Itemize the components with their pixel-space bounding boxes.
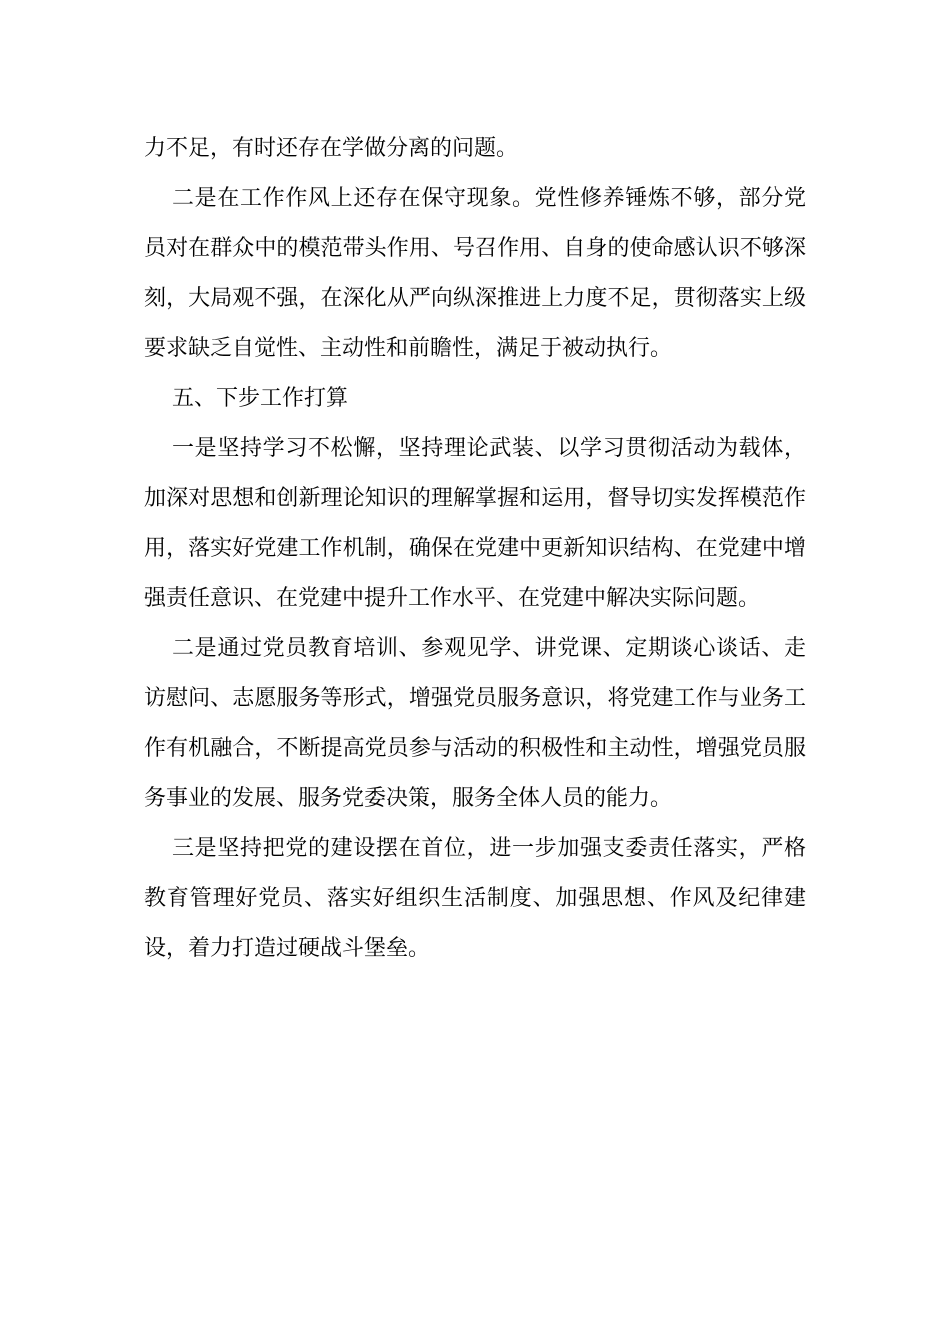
section-heading: 五、下步工作打算 bbox=[172, 386, 349, 411]
paragraph-1: 力不足，有时还存在学做分离的问题。 bbox=[144, 136, 519, 161]
paragraph-4: 一是坚持学习不松懈，坚持理论武装、以学习贯彻活动为载体，加深对思想和创新理论知识的理解掌握和运用，督导切实发挥模范作用，落实好党建工作机制，确保在党建中更新知识结构、在党建中增强责任意识、在党建中提升工作水平、在党建中解决实际问题。 bbox=[144, 436, 806, 611]
document-body bbox=[144, 124, 806, 974]
paragraph-2: 二是在工作作风上还存在保守现象。党性修养锤炼不够，部分党员对在群众中的模范带头作用、号召作用、自身的使命感认识不够深刻，大局观不强，在深化从严向纵深推进上力度不足，贯彻落实上级要求缺乏自觉性、主动性和前瞻性，满足于被动执行。 bbox=[144, 186, 806, 361]
paragraph-6: 三是坚持把党的建设摆在首位，进一步加强支委责任落实，严格教育管理好党员、落实好组织生活制度、加强思想、作风及纪律建设，着力打造过硬战斗堡垒。 bbox=[144, 836, 806, 961]
paragraph-5: 二是通过党员教育培训、参观见学、讲党课、定期谈心谈话、走访慰问、志愿服务等形式，增强党员服务意识，将党建工作与业务工作有机融合，不断提高党员参与活动的积极性和主动性，增强党员服务事业的发展、服务党委决策，服务全体人员的能力。 bbox=[144, 636, 806, 811]
